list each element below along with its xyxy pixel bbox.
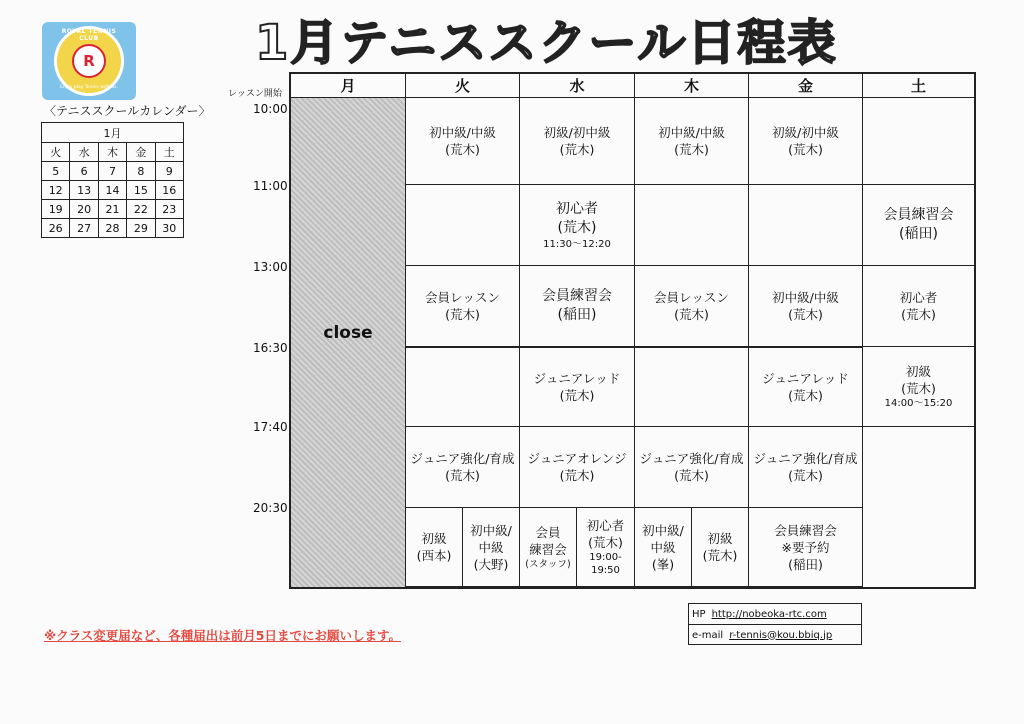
mini-calendar (41, 122, 184, 238)
slot-wed-1 (520, 98, 635, 185)
class-name: 会員レッスン (654, 290, 729, 305)
instructor: (荒木) (788, 307, 823, 322)
calendar-day: 12 (42, 181, 70, 200)
class-name: ジュニア強化/育成 (639, 451, 744, 466)
logo-club-text: ROYAL TENNIS CLUB (61, 28, 117, 42)
slot-fri-2 (749, 185, 863, 266)
instructor: (大野) (473, 556, 509, 572)
slot-wed-2 (520, 185, 635, 266)
instructor: (荒木) (674, 468, 709, 483)
class-name: 初心者 (899, 290, 938, 305)
lesson-start-label: レッスン開始 (228, 89, 282, 99)
class-time: 11:30～12:20 (543, 238, 611, 250)
calendar-day: 20 (70, 200, 98, 219)
calendar-day: 13 (70, 181, 98, 200)
class-name: 初級/初中級 (543, 125, 611, 140)
slot-thu-2 (635, 185, 749, 266)
logo-emblem (54, 26, 124, 96)
instructor: (稲田) (788, 556, 823, 572)
slot-thu-5 (635, 427, 749, 508)
calendar-day: 7 (98, 162, 126, 181)
instructor: (荒木) (788, 388, 823, 403)
class-name-cont: 中級 (650, 539, 676, 555)
calendar-day: 8 (127, 162, 155, 181)
monday-closed (291, 98, 406, 587)
day-header-sat: 土 (863, 74, 974, 98)
slot-wed-5 (520, 427, 635, 508)
email-link[interactable]: r-tennis@kou.bbiq.jp (729, 629, 833, 641)
class-name: 初中級/中級 (772, 290, 839, 305)
slot-wed-6a (520, 508, 577, 587)
instructor: (荒木) (901, 307, 936, 322)
class-name: ジュニアオレンジ (527, 451, 627, 466)
time-label: 11:00 (253, 179, 288, 193)
calendar-day: 6 (70, 162, 98, 181)
calendar-caption: 〈テニススクールカレンダー〉 (44, 104, 211, 118)
class-name: ジュニア強化/育成 (410, 451, 515, 466)
slot-tue-4 (406, 347, 520, 427)
class-name: 初中級/中級 (658, 125, 725, 140)
slot-sat-4 (863, 347, 974, 427)
slot-tue-6b (463, 508, 520, 587)
calendar-day: 21 (98, 200, 126, 219)
instructor: (荒木) (557, 219, 597, 236)
instructor: (荒木) (788, 142, 823, 157)
class-name: 初中級/ (642, 522, 684, 538)
slot-tue-2 (406, 185, 520, 266)
calendar-day: 16 (155, 181, 183, 200)
instructor: (荒木) (445, 468, 480, 483)
instructor: (荒木) (588, 535, 623, 550)
class-name: ジュニア強化/育成 (753, 451, 858, 466)
instructor: (荒木) (901, 381, 936, 396)
instructor: (荒木) (559, 142, 595, 157)
time-label: 17:40 (253, 420, 288, 434)
slot-tue-3 (406, 266, 520, 347)
class-name: ジュニアレッド (533, 371, 621, 386)
time-label: 10:00 (253, 102, 288, 116)
class-name: 会員練習会 (774, 522, 837, 538)
calendar-day: 26 (42, 219, 70, 238)
slot-fri-6 (749, 508, 863, 587)
closed-label: close (323, 322, 373, 343)
slot-sat-3 (863, 266, 974, 347)
page-title: 1月テニススクール日程表 (255, 15, 838, 71)
instructor: (荒木) (702, 548, 738, 563)
email-row (689, 624, 861, 645)
calendar-day: 19 (42, 200, 70, 219)
instructor: (荒木) (788, 468, 823, 483)
slot-wed-3 (520, 266, 635, 347)
calendar-day: 23 (155, 200, 183, 219)
slot-sat-5 (863, 427, 974, 587)
calendar-day: 5 (42, 162, 70, 181)
calendar-weekday: 木 (98, 143, 126, 162)
class-time-end: 19:50 (591, 565, 620, 576)
class-time: 19:00- (589, 552, 622, 563)
instructor: (荒木) (674, 307, 709, 322)
club-logo (42, 22, 136, 100)
instructor: (荒木) (445, 307, 480, 322)
slot-tue-6a (406, 508, 463, 587)
class-name: 会員 (535, 524, 561, 540)
day-header-wed: 水 (520, 74, 635, 98)
slot-sat-2 (863, 185, 974, 266)
slot-thu-6a (635, 508, 692, 587)
calendar-weekday: 土 (155, 143, 183, 162)
class-name: 初級 (707, 531, 733, 546)
day-header-fri: 金 (749, 74, 863, 98)
slot-wed-4 (520, 347, 635, 427)
slot-tue-1 (406, 98, 520, 185)
slot-thu-1 (635, 98, 749, 185)
logo-monogram: R (72, 44, 106, 78)
calendar-day: 14 (98, 181, 126, 200)
instructor: (稲田) (557, 307, 597, 323)
time-label: 13:00 (253, 260, 288, 274)
class-name: 会員練習会 (542, 288, 612, 304)
hp-row (689, 604, 861, 624)
calendar-day: 9 (155, 162, 183, 181)
class-name: 初心者 (586, 518, 625, 533)
calendar-weekday: 水 (70, 143, 98, 162)
instructor: (荒木) (559, 388, 595, 403)
slot-sat-1 (863, 98, 974, 185)
slot-thu-3 (635, 266, 749, 347)
class-name: 会員練習会 (883, 207, 954, 223)
slot-fri-3 (749, 266, 863, 347)
logo-tagline: Enjoy play Tennis with us. (60, 85, 118, 90)
class-name: 初中級/中級 (429, 125, 496, 140)
class-name: 初級 (905, 364, 931, 379)
hp-link[interactable]: http://nobeoka-rtc.com (711, 608, 827, 620)
instructor: (荒木) (674, 142, 709, 157)
day-header-tue: 火 (406, 74, 520, 98)
calendar-weekday: 金 (127, 143, 155, 162)
instructor: (西本) (416, 548, 452, 563)
email-label: e-mail (692, 629, 724, 641)
slot-fri-1 (749, 98, 863, 185)
slot-thu-6b (692, 508, 749, 587)
calendar-day: 27 (70, 219, 98, 238)
class-name: 初心者 (556, 200, 598, 217)
time-label: 16:30 (253, 341, 288, 355)
calendar-weekday: 火 (42, 143, 70, 162)
class-time: 14:00～15:20 (884, 398, 953, 409)
contact-box (688, 603, 862, 645)
class-name-cont: 中級 (478, 539, 504, 555)
notice-text: ※クラス変更届など、各種届出は前月5日までにお願いします。 (44, 628, 401, 643)
instructor: (荒木) (559, 468, 595, 483)
slot-wed-6b (577, 508, 635, 587)
class-name: 初中級/ (470, 522, 512, 538)
instructor: (稲田) (899, 226, 938, 242)
slot-fri-4 (749, 347, 863, 427)
calendar-day: 15 (127, 181, 155, 200)
slot-thu-4 (635, 347, 749, 427)
instructor: (スタッフ) (525, 558, 571, 570)
class-name: 会員レッスン (425, 290, 500, 305)
class-name-cont: 練習会 (529, 541, 567, 557)
class-name: 初級 (421, 531, 447, 546)
time-label: 20:30 (253, 501, 288, 515)
reservation-note: ※要予約 (781, 539, 830, 555)
slot-tue-5 (406, 427, 520, 508)
calendar-day: 22 (127, 200, 155, 219)
calendar-day: 30 (155, 219, 183, 238)
day-header-thu: 木 (635, 74, 749, 98)
class-name: ジュニアレッド (762, 371, 849, 386)
instructor: (峯) (651, 556, 675, 572)
class-name: 初級/初中級 (772, 125, 839, 140)
calendar-month: 1月 (42, 123, 184, 143)
calendar-day: 29 (127, 219, 155, 238)
calendar-day: 28 (98, 219, 126, 238)
slot-fri-5 (749, 427, 863, 508)
hp-label: HP (692, 608, 706, 620)
day-header-mon: 月 (291, 74, 406, 98)
schedule-table (289, 72, 976, 589)
instructor: (荒木) (445, 142, 480, 157)
